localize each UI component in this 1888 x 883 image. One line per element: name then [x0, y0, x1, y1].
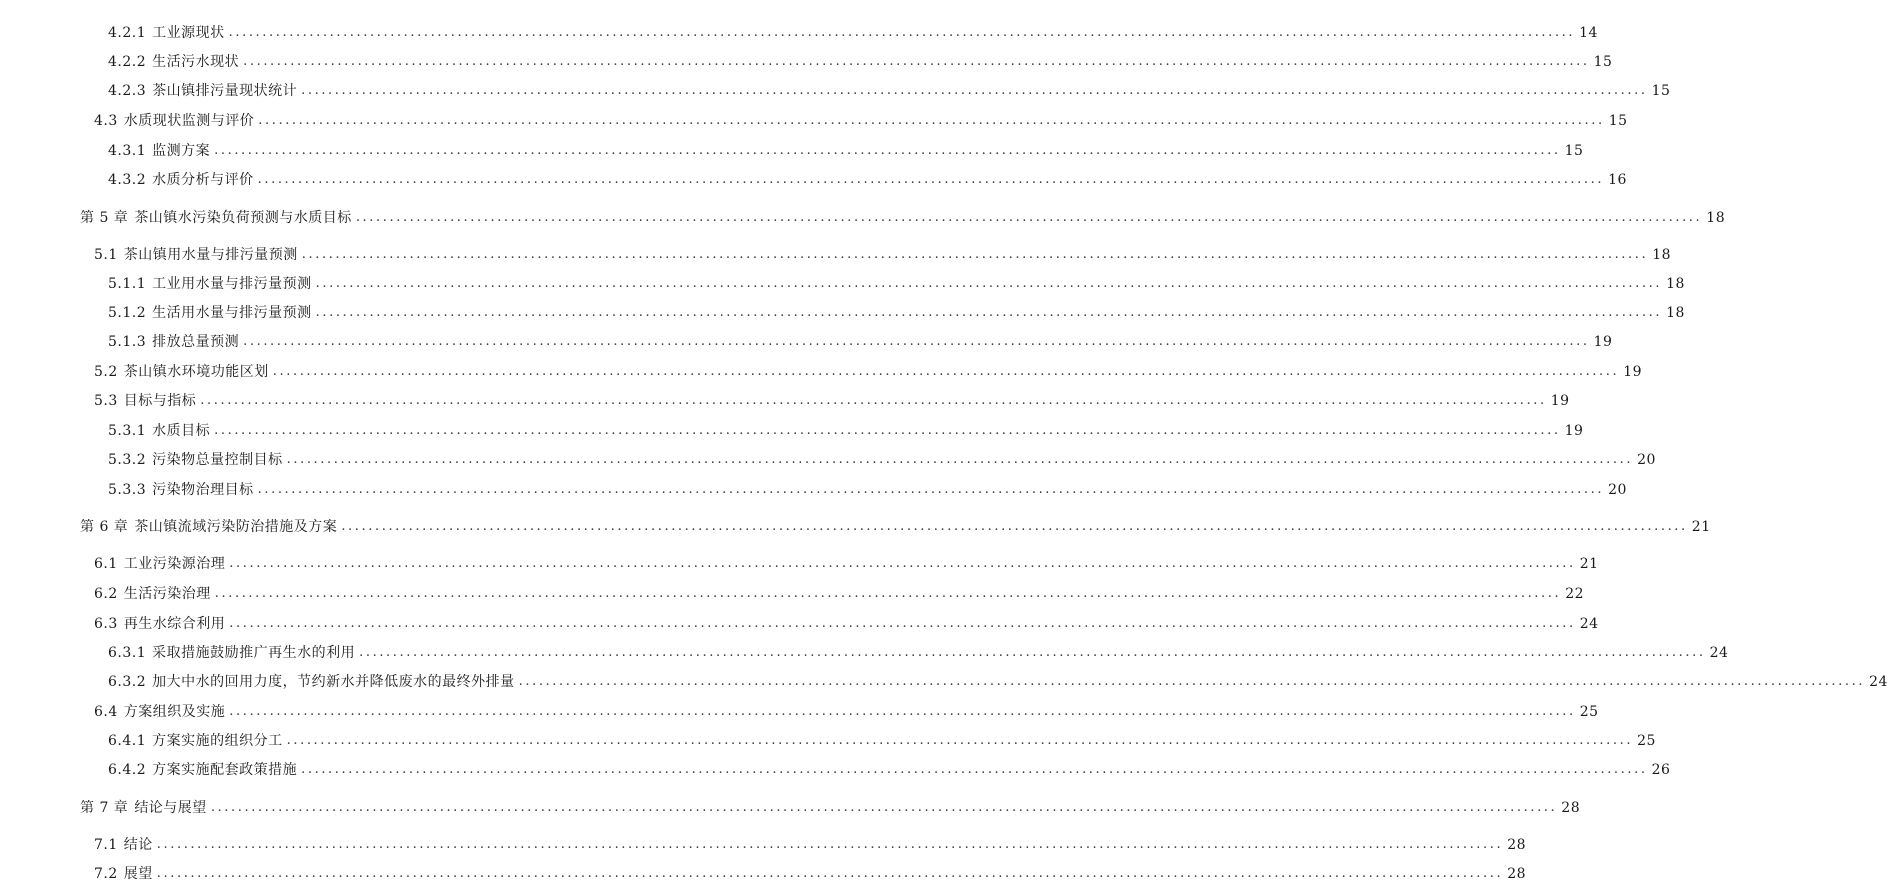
- toc-entry-title: 水质目标: [152, 423, 211, 439]
- toc-entry-page-number: 21: [1691, 519, 1711, 535]
- toc-dot-leader: ........................................................................................................................................................................................................: [315, 305, 1663, 320]
- toc-entry-number: 5.1.1: [108, 276, 147, 292]
- toc-entry-number: 5.3.2: [108, 452, 147, 468]
- toc-dot-leader: ........................................................................................................................................................................................................: [341, 519, 1688, 534]
- toc-entry-title: 排放总量预测: [152, 334, 240, 350]
- toc-entry-number: 6.2: [94, 586, 118, 602]
- toc-entry-page-number: 26: [1651, 762, 1671, 778]
- toc-entry[interactable]: [80, 514, 1711, 536]
- toc-entry-title: 生活污水现状: [152, 54, 240, 70]
- toc-entry-page-number: 19: [1550, 393, 1570, 409]
- toc-entry-title: 污染物治理目标: [152, 482, 254, 498]
- toc-entry[interactable]: [108, 418, 1584, 440]
- toc-dot-leader: ........................................................................................................................................................................................................: [229, 556, 1576, 571]
- toc-entry[interactable]: [108, 329, 1613, 351]
- toc-entry-number: 6.3.1: [108, 645, 147, 661]
- toc-dot-leader: ........................................................................................................................................................................................................: [214, 423, 1561, 438]
- toc-entry-title: 工业用水量与排污量预测: [152, 276, 312, 292]
- toc-dot-leader: ........................................................................................................................................................................................................: [257, 172, 1605, 187]
- toc-entry-page-number: 25: [1637, 733, 1656, 749]
- toc-dot-leader: ........................................................................................................................................................................................................: [286, 452, 1634, 467]
- toc-entry-number: 4.3.2: [108, 172, 147, 188]
- toc-entry-title: 结论: [123, 837, 153, 853]
- toc-entry-title: 水质现状监测与评价: [123, 113, 255, 129]
- toc-entry[interactable]: [108, 20, 1598, 42]
- toc-dot-leader: ........................................................................................................................................................................................................: [243, 54, 1590, 69]
- toc-dot-leader: ........................................................................................................................................................................................................: [355, 210, 1703, 225]
- toc-entry-title: 结论与展望: [134, 800, 207, 816]
- toc-entry-page-number: 15: [1651, 83, 1671, 99]
- toc-entry-title: 采取措施鼓励推广再生水的利用: [152, 645, 356, 661]
- toc-dot-leader: ........................................................................................................................................................................................................: [200, 393, 1547, 408]
- toc-entry-title: 工业污染源治理: [123, 556, 226, 572]
- toc-entry-number: 5.2: [94, 364, 118, 380]
- toc-entry-number: 6.4: [94, 704, 118, 720]
- toc-dot-leader: ........................................................................................................................................................................................................: [286, 733, 1634, 748]
- toc-entry[interactable]: [108, 78, 1671, 100]
- toc-entry-page-number: 24: [1579, 616, 1599, 632]
- toc-entry-number: 4.2.3: [108, 83, 147, 99]
- toc-entry[interactable]: [108, 477, 1627, 499]
- toc-entry-title: 方案实施配套政策措施: [152, 762, 298, 778]
- toc-entry[interactable]: [108, 300, 1685, 322]
- toc-dot-leader: ........................................................................................................................................................................................................: [301, 247, 1649, 262]
- toc-entry-number: 5.1.3: [108, 334, 147, 350]
- toc-entry-title: 方案实施的组织分工: [152, 733, 283, 749]
- toc-entry-number: 4.2.1: [108, 25, 147, 41]
- toc-entry-number: 6.4.2: [108, 762, 147, 778]
- toc-entry-page-number: 15: [1608, 113, 1628, 129]
- toc-entry-page-number: 28: [1507, 866, 1527, 882]
- toc-entry-number: 第 6 章: [80, 519, 129, 535]
- toc-entry-number: 5.3: [94, 393, 118, 409]
- toc-entry-title: 茶山镇流域污染防治措施及方案: [134, 519, 338, 535]
- toc-entry-number: 5.3.1: [108, 423, 147, 439]
- toc-entry[interactable]: [94, 832, 1527, 854]
- toc-entry[interactable]: [108, 49, 1613, 71]
- toc-entry-title: 茶山镇水污染负荷预测与水质目标: [134, 210, 352, 226]
- toc-entry[interactable]: [94, 861, 1527, 883]
- toc-entry-title: 监测方案: [152, 143, 211, 159]
- toc-entry-title: 方案组织及实施: [123, 704, 226, 720]
- toc-entry-title: 展望: [123, 866, 153, 882]
- toc-entry[interactable]: [94, 108, 1628, 130]
- toc-entry-page-number: 15: [1564, 143, 1584, 159]
- toc-entry-number: 5.3.3: [108, 482, 147, 498]
- toc-entry[interactable]: [94, 611, 1599, 633]
- toc-entry-page-number: 20: [1637, 452, 1656, 468]
- toc-dot-leader: ........................................................................................................................................................................................................: [359, 645, 1706, 660]
- toc-dot-leader: ........................................................................................................................................................................................................: [518, 674, 1866, 689]
- toc-entry-page-number: 16: [1608, 172, 1627, 188]
- toc-entry[interactable]: [94, 699, 1599, 721]
- toc-entry-number: 5.1: [94, 247, 118, 263]
- toc-entry-number: 4.3: [94, 113, 118, 129]
- toc-entry-page-number: 28: [1507, 837, 1527, 853]
- toc-entry-title: 茶山镇水环境功能区划: [123, 364, 269, 380]
- toc-entry-title: 水质分析与评价: [152, 172, 254, 188]
- toc-entry-number: 4.3.1: [108, 143, 147, 159]
- toc-entry-page-number: 24: [1709, 645, 1729, 661]
- toc-entry-title: 再生水综合利用: [123, 616, 226, 632]
- toc-entry-title: 加大中水的回用力度，节约新水并降低废水的最终外排量: [152, 674, 515, 690]
- toc-entry-title: 茶山镇排污量现状统计: [152, 83, 298, 99]
- toc-entry-number: 5.1.2: [108, 305, 147, 321]
- toc-entry[interactable]: [108, 271, 1685, 293]
- toc-dot-leader: ........................................................................................................................................................................................................: [228, 25, 1576, 40]
- toc-entry-number: 6.3.2: [108, 674, 147, 690]
- toc-entry[interactable]: [108, 669, 1888, 691]
- toc-entry[interactable]: [94, 581, 1585, 603]
- toc-dot-leader: ........................................................................................................................................................................................................: [258, 113, 1605, 128]
- toc-entry-number: 第 7 章: [80, 800, 129, 816]
- toc-entry-title: 生活用水量与排污量预测: [152, 305, 312, 321]
- toc-entry-page-number: 18: [1666, 305, 1685, 321]
- toc-entry[interactable]: [108, 757, 1671, 779]
- toc-dot-leader: ........................................................................................................................................................................................................: [272, 364, 1620, 379]
- toc-entry-number: 第 5 章: [80, 210, 129, 226]
- toc-dot-leader: ........................................................................................................................................................................................................: [301, 762, 1648, 777]
- toc-entry-page-number: 21: [1579, 556, 1599, 572]
- toc-entry-page-number: 28: [1561, 800, 1581, 816]
- toc-entry-page-number: 15: [1593, 54, 1613, 70]
- toc-entry-page-number: 19: [1564, 423, 1584, 439]
- toc-entry-page-number: 18: [1706, 210, 1726, 226]
- toc-entry[interactable]: [108, 640, 1729, 662]
- toc-dot-leader: ........................................................................................................................................................................................................: [214, 586, 1562, 601]
- toc-entry-title: 生活污染治理: [123, 586, 211, 602]
- toc-entry[interactable]: [108, 138, 1584, 160]
- toc-entry-page-number: 19: [1593, 334, 1613, 350]
- toc-dot-leader: ........................................................................................................................................................................................................: [210, 800, 1558, 815]
- toc-entry-page-number: 24: [1869, 674, 1888, 690]
- toc-dot-leader: ........................................................................................................................................................................................................: [257, 482, 1605, 497]
- toc-entry-number: 4.2.2: [108, 54, 147, 70]
- toc-entry-number: 6.4.1: [108, 733, 147, 749]
- toc-entry-number: 7.1: [94, 837, 118, 853]
- toc-dot-leader: ........................................................................................................................................................................................................: [301, 83, 1648, 98]
- toc-entry-title: 茶山镇用水量与排污量预测: [123, 247, 298, 263]
- toc-entry[interactable]: [94, 388, 1570, 410]
- toc-entry-page-number: 20: [1608, 482, 1627, 498]
- toc-entry-number: 7.2: [94, 866, 118, 882]
- toc-entry-page-number: 18: [1666, 276, 1685, 292]
- toc-entry[interactable]: [94, 242, 1672, 264]
- toc-entry-title: 工业源现状: [152, 25, 225, 41]
- toc-entry-page-number: 25: [1579, 704, 1599, 720]
- toc-dot-leader: ........................................................................................................................................................................................................: [156, 866, 1504, 881]
- toc-entry-page-number: 14: [1579, 25, 1598, 41]
- toc-entry[interactable]: [80, 205, 1726, 227]
- toc-dot-leader: ........................................................................................................................................................................................................: [156, 837, 1504, 852]
- toc-dot-leader: ........................................................................................................................................................................................................: [243, 334, 1590, 349]
- toc-dot-leader: ........................................................................................................................................................................................................: [315, 276, 1663, 291]
- toc-entry[interactable]: [80, 795, 1581, 817]
- toc-entry-title: 目标与指标: [123, 393, 197, 409]
- toc-entry-number: 6.3: [94, 616, 118, 632]
- toc-entry[interactable]: [94, 359, 1643, 381]
- toc-entry-page-number: 22: [1565, 586, 1585, 602]
- toc-dot-leader: ........................................................................................................................................................................................................: [214, 143, 1561, 158]
- toc-entry-number: 6.1: [94, 556, 118, 572]
- toc-entry-page-number: 18: [1652, 247, 1672, 263]
- toc-entry[interactable]: [108, 447, 1656, 469]
- toc-dot-leader: ........................................................................................................................................................................................................: [229, 704, 1576, 719]
- toc-entry[interactable]: [94, 551, 1599, 573]
- toc-entry[interactable]: [108, 167, 1627, 189]
- toc-entry-page-number: 19: [1623, 364, 1643, 380]
- toc-entry[interactable]: [108, 728, 1656, 750]
- toc-entry-title: 污染物总量控制目标: [152, 452, 283, 468]
- toc-dot-leader: ........................................................................................................................................................................................................: [229, 616, 1576, 631]
